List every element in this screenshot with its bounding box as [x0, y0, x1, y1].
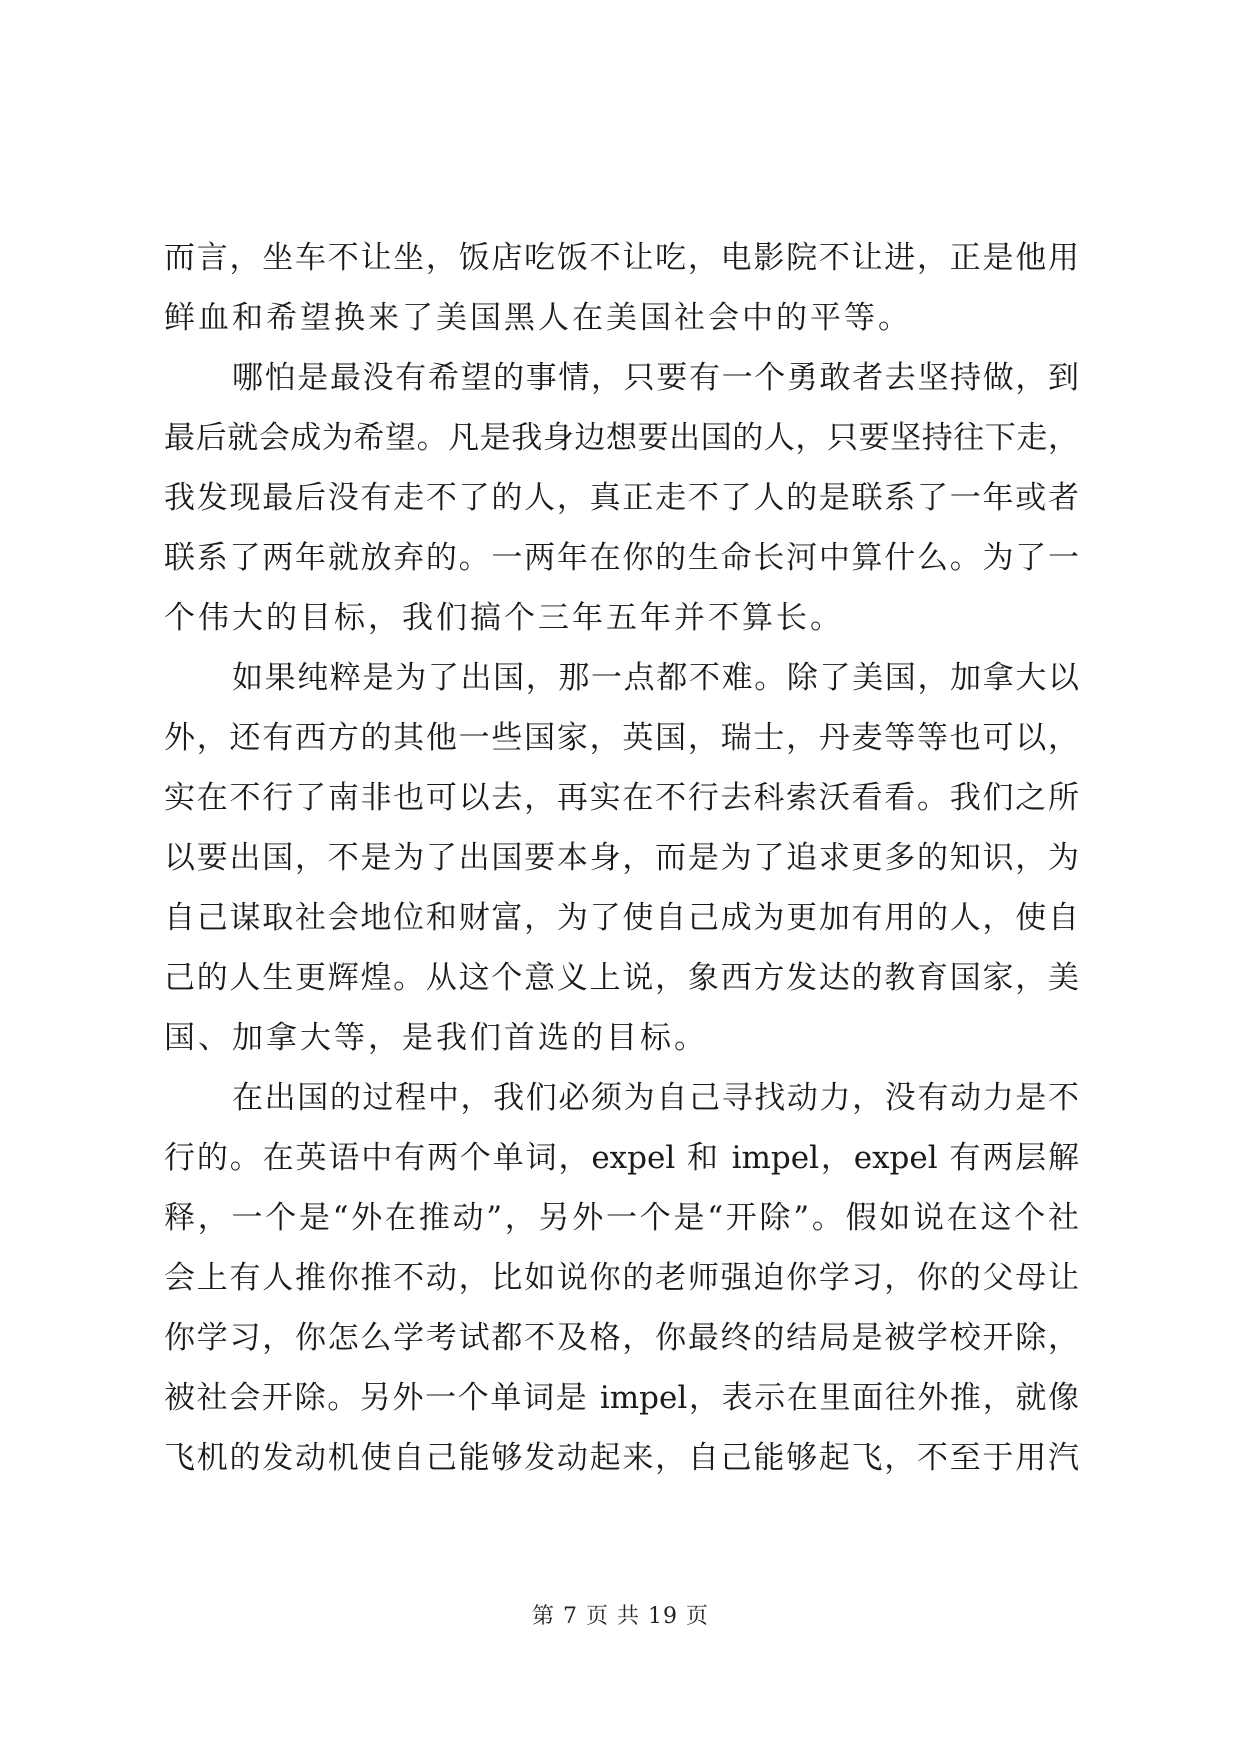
text-line: 如果纯粹是为了出国，那一点都不难。除了美国，加拿大以 — [232, 660, 1079, 696]
text-line: 外，还有西方的其他一些国家，英国，瑞士，丹麦等等也可以， — [164, 720, 1079, 756]
paragraph — [164, 228, 1079, 348]
text-line: 而言，坐车不让坐，饭店吃饭不让吃，电影院不让进，正是他用 — [164, 240, 1079, 276]
text-line: 行的。在英语中有两个单词，expel 和 impel，expel 有两层解 — [164, 1140, 1079, 1176]
text-line: 被社会开除。另外一个单词是 impel，表示在里面往外推，就像 — [164, 1380, 1079, 1416]
paragraph — [164, 648, 1079, 1068]
document-body — [164, 228, 1079, 1488]
text-line: 实在不行了南非也可以去，再实在不行去科索沃看看。我们之所 — [164, 780, 1079, 816]
page-number-footer: 第 7 页 共 19 页 — [532, 1604, 709, 1629]
text-line: 释，一个是“外在推动”，另外一个是“开除”。假如说在这个社 — [164, 1200, 1079, 1236]
text-line: 最后就会成为希望。凡是我身边想要出国的人，只要坚持往下走， — [164, 420, 1079, 456]
text-line: 个伟大的目标，我们搞个三年五年并不算长。 — [164, 600, 844, 636]
text-line: 飞机的发动机使自己能够发动起来，自己能够起飞，不至于用汽 — [164, 1440, 1079, 1476]
text-line: 哪怕是最没有希望的事情，只要有一个勇敢者去坚持做，到 — [232, 360, 1079, 396]
text-line: 以要出国，不是为了出国要本身，而是为了追求更多的知识，为 — [164, 840, 1079, 876]
text-line: 己的人生更辉煌。从这个意义上说，象西方发达的教育国家，美 — [164, 960, 1079, 996]
text-line: 自己谋取社会地位和财富，为了使自己成为更加有用的人，使自 — [164, 900, 1079, 936]
text-line: 会上有人推你推不动，比如说你的老师强迫你学习，你的父母让 — [164, 1260, 1079, 1296]
text-line: 我发现最后没有走不了的人，真正走不了人的是联系了一年或者 — [164, 480, 1079, 516]
text-line: 你学习，你怎么学考试都不及格，你最终的结局是被学校开除， — [164, 1320, 1079, 1356]
paragraph — [164, 348, 1079, 648]
paragraph — [164, 1068, 1079, 1488]
text-line: 联系了两年就放弃的。一两年在你的生命长河中算什么。为了一 — [164, 540, 1079, 576]
text-line: 在出国的过程中，我们必须为自己寻找动力，没有动力是不 — [232, 1080, 1079, 1116]
text-line: 鲜血和希望换来了美国黑人在美国社会中的平等。 — [164, 300, 912, 336]
text-line: 国、加拿大等，是我们首选的目标。 — [164, 1020, 708, 1056]
